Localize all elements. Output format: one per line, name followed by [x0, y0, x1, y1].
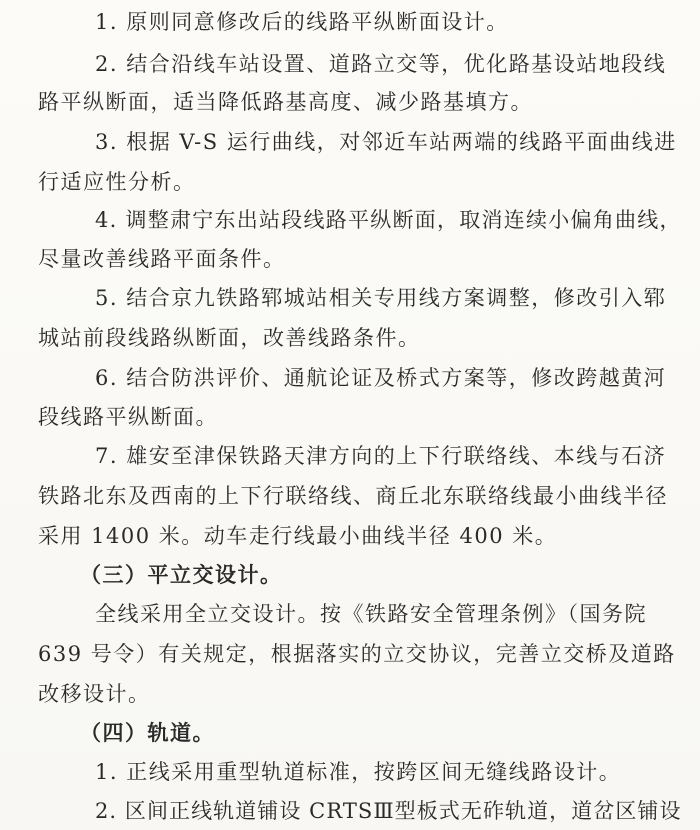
text-line-8: 5. 结合京九铁路郓城站相关专用线方案调整，修改引入郓	[95, 286, 667, 310]
text-line-21: 2. 区间正线轨道铺设 CRTSⅢ型板式无砟轨道，道岔区铺设	[95, 799, 682, 823]
section-heading-3: （三）平立交设计。	[80, 562, 283, 587]
text-line-4: 3. 根据 V-S 运行曲线，对邻近车站两端的线路平面曲线进	[95, 130, 677, 154]
text-line-17: 639 号令）有关规定，根据落实的立交协议，完善立交桥及道路	[38, 642, 676, 666]
text-line-5: 行适应性分析。	[38, 170, 196, 194]
text-line-9: 城站前段线路纵断面，改善线路条件。	[38, 326, 421, 350]
text-line-3: 路平纵断面，适当降低路基高度、减少路基填方。	[38, 90, 533, 114]
text-line-1: 1. 原则同意修改后的线路平纵断面设计。	[95, 10, 509, 34]
text-line-10: 6. 结合防洪评价、通航论证及桥式方案等，修改跨越黄河	[95, 366, 667, 390]
text-line-13: 铁路北东及西南的上下行联络线、商丘北东联络线最小曲线半径	[38, 484, 668, 508]
text-line-16: 全线采用全立交设计。按《铁路安全管理条例》（国务院	[95, 602, 647, 626]
text-line-2: 2. 结合沿线车站设置、道路立交等，优化路基设站地段线	[95, 52, 667, 76]
text-line-11: 段线路平纵断面。	[38, 405, 218, 429]
text-line-12: 7. 雄安至津保铁路天津方向的上下行联络线、本线与石济	[95, 444, 667, 468]
section-heading-4: （四）轨道。	[80, 720, 215, 745]
text-line-6: 4. 调整肃宁东出站段线路平纵断面，取消连续小偏角曲线，	[95, 208, 682, 232]
text-line-7: 尽量改善线路平面条件。	[38, 247, 286, 271]
text-line-14: 采用 1400 米。动车走行线最小曲线半径 400 米。	[38, 524, 558, 548]
text-line-18: 改移设计。	[38, 682, 151, 706]
text-line-20: 1. 正线采用重型轨道标准，按跨区间无缝线路设计。	[95, 760, 622, 784]
